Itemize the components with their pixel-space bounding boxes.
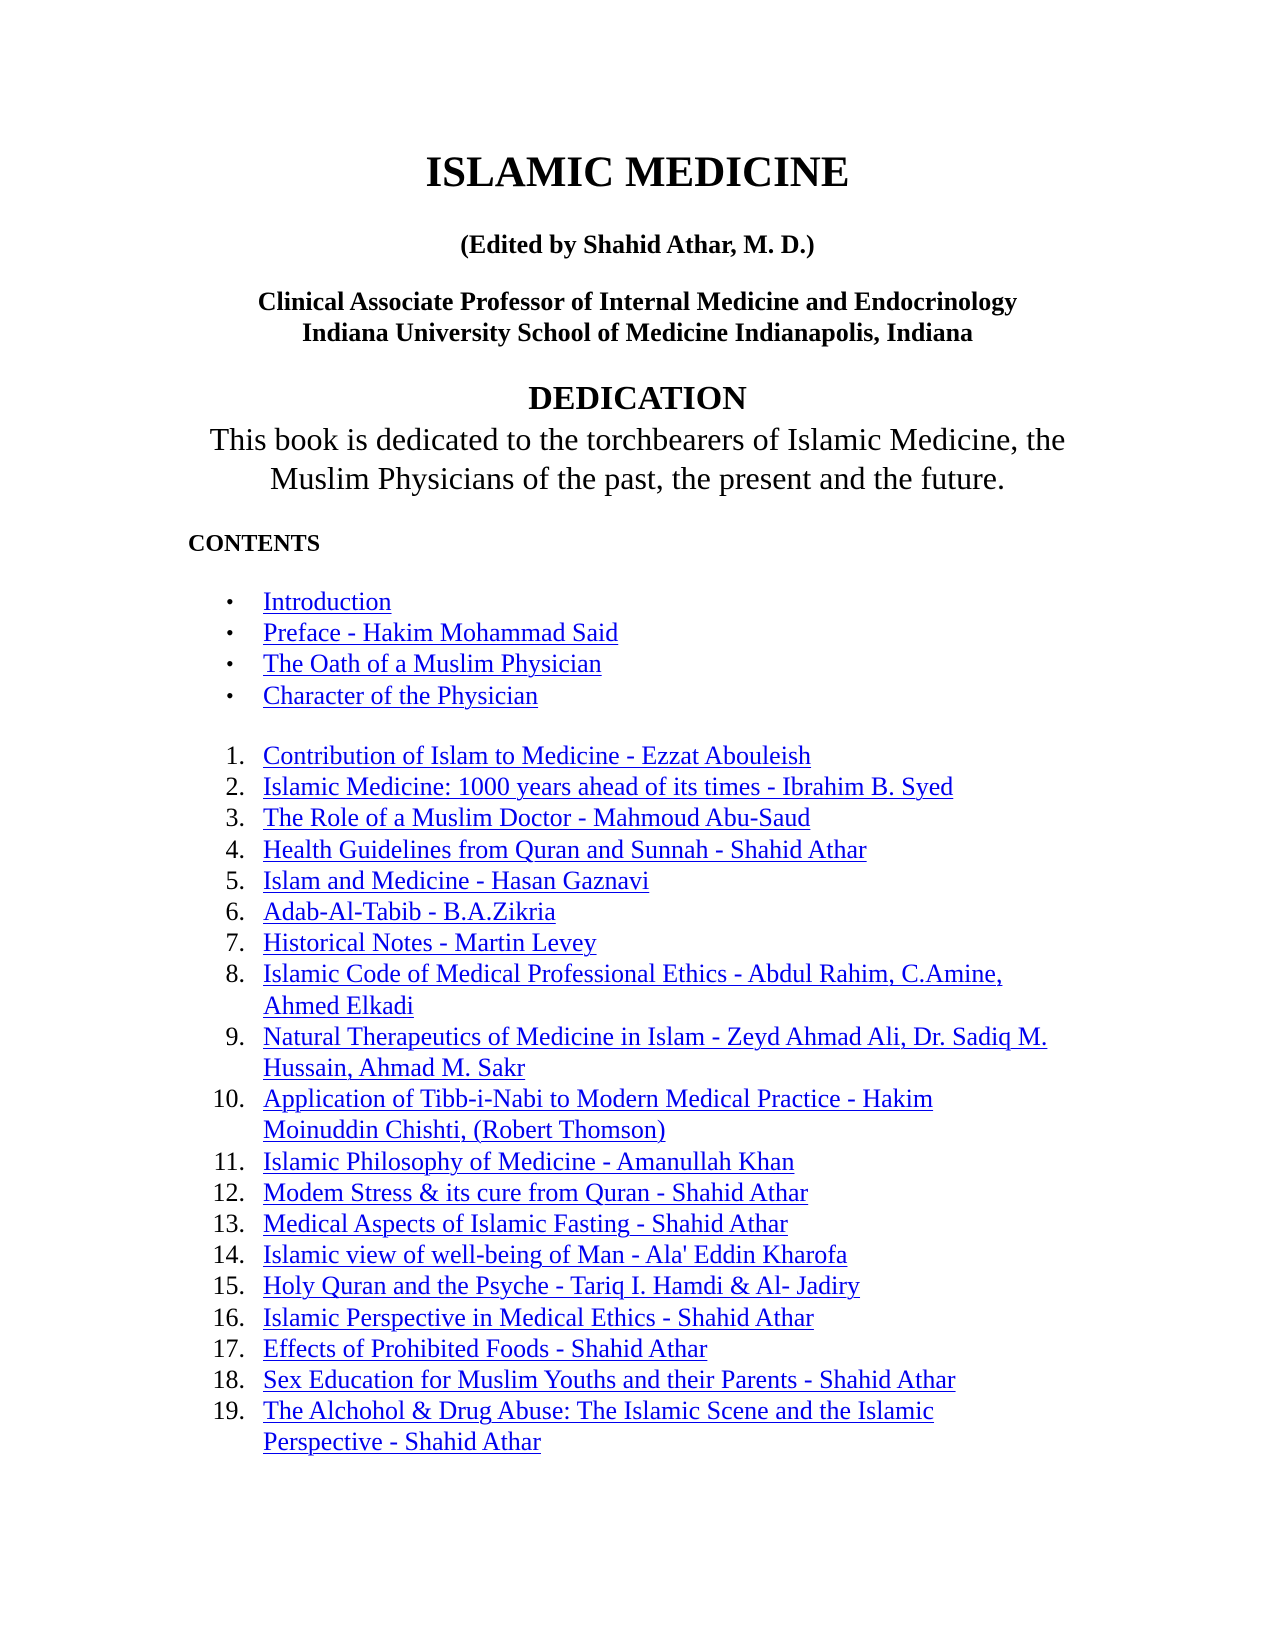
chapter-link-line: Natural Therapeutics of Medicine in Islam - Zeyd Ahmad Ali, Dr. Sadiq M. bbox=[263, 1021, 1048, 1051]
chapter-number: 4. bbox=[225, 834, 245, 864]
chapter-link-line: Holy Quran and the Psyche - Tariq I. Hamdi & Al- Jadiry bbox=[263, 1271, 861, 1301]
chapter-link[interactable] bbox=[263, 1146, 1275, 1177]
chapter-link[interactable] bbox=[263, 896, 1275, 927]
chapter-link-line: Modem Stress & its cure from Quran - Shahid Athar bbox=[263, 1177, 809, 1207]
contents-link[interactable]: Character of the Physician bbox=[263, 680, 539, 710]
chapter-link-line: Islamic view of well-being of Man - Ala' Eddin Kharofa bbox=[263, 1240, 848, 1270]
chapter-number: 2. bbox=[225, 772, 245, 802]
contents-chapter-item bbox=[0, 896, 1275, 927]
chapter-link[interactable] bbox=[263, 1270, 1275, 1301]
chapter-number: 14. bbox=[212, 1240, 245, 1270]
chapter-link[interactable] bbox=[263, 1021, 1275, 1083]
editor-credit: (Edited by Shahid Athar, M. D.) bbox=[460, 230, 815, 259]
author-affiliation bbox=[0, 286, 1275, 348]
chapter-link-line: The Role of a Muslim Doctor - Mahmoud Abu-Saud bbox=[263, 803, 811, 833]
contents-bullet-item bbox=[0, 680, 1275, 711]
chapter-number: 8. bbox=[225, 959, 245, 989]
chapter-link-line: Islamic Medicine: 1000 years ahead of its times - Ibrahim B. Syed bbox=[263, 772, 954, 802]
contents-chapter-item bbox=[0, 802, 1275, 833]
contents-chapter-item bbox=[0, 1395, 1275, 1457]
contents-chapter-item bbox=[0, 865, 1275, 896]
chapter-number: 15. bbox=[212, 1271, 245, 1301]
chapter-link-line: Moinuddin Chishti, (Robert Thomson) bbox=[263, 1115, 666, 1145]
contents-link[interactable]: Introduction bbox=[263, 587, 392, 616]
chapter-number: 18. bbox=[212, 1365, 245, 1395]
chapter-link-line: Adab-Al-Tabib - B.A.Zikria bbox=[263, 897, 556, 927]
chapter-link[interactable] bbox=[263, 927, 1275, 958]
chapter-link-line: Effects of Prohibited Foods - Shahid Athar bbox=[263, 1333, 708, 1363]
chapter-link[interactable] bbox=[263, 958, 1275, 1020]
chapter-link-line: Islamic Code of Medical Professional Ethics - Abdul Rahim, C.Amine, bbox=[263, 959, 1003, 989]
chapter-number: 10. bbox=[212, 1084, 245, 1114]
chapter-link[interactable] bbox=[263, 1083, 1275, 1145]
chapter-number: 7. bbox=[225, 928, 245, 958]
chapter-link-line: Health Guidelines from Quran and Sunnah - Shahid Athar bbox=[263, 834, 867, 864]
chapter-link[interactable] bbox=[263, 771, 1275, 802]
chapter-link[interactable] bbox=[263, 834, 1275, 865]
chapter-number: 11. bbox=[213, 1146, 245, 1176]
contents-chapter-item bbox=[0, 1208, 1275, 1239]
chapter-link[interactable] bbox=[263, 1239, 1275, 1270]
page-title: ISLAMIC MEDICINE bbox=[425, 149, 850, 196]
chapter-link[interactable] bbox=[263, 865, 1275, 896]
chapter-link-line: Contribution of Islam to Medicine - Ezzat Abouleish bbox=[263, 741, 812, 770]
chapter-link-line: Historical Notes - Martin Levey bbox=[263, 928, 597, 958]
chapter-link-line: Islamic Philosophy of Medicine - Amanullah Khan bbox=[263, 1146, 795, 1176]
chapter-link[interactable] bbox=[263, 1395, 1275, 1457]
dedication-line-1: This book is dedicated to the torchbearers of Islamic Medicine, the bbox=[209, 421, 1066, 457]
contents-link[interactable]: Preface - Hakim Mohammad Said bbox=[263, 618, 619, 648]
contents-chapter-item bbox=[0, 771, 1275, 802]
chapter-link-line: Perspective - Shahid Athar bbox=[263, 1427, 541, 1457]
chapter-number: 3. bbox=[225, 803, 245, 833]
contents-chapter-list bbox=[0, 740, 1275, 1458]
contents-chapter-item bbox=[0, 740, 1275, 771]
affiliation-line-2: Indiana University School of Medicine Indianapolis, Indiana bbox=[301, 318, 974, 347]
dedication-line-2: Muslim Physicians of the past, the present and the future. bbox=[270, 460, 1005, 496]
chapter-link[interactable] bbox=[263, 1208, 1275, 1239]
chapter-link-line: Islam and Medicine - Hasan Gaznavi bbox=[263, 865, 650, 895]
chapter-link-line: The Alchohol & Drug Abuse: The Islamic Scene and the Islamic bbox=[263, 1396, 935, 1426]
chapter-number: 19. bbox=[212, 1396, 245, 1426]
contents-chapter-item bbox=[0, 1177, 1275, 1208]
chapter-link[interactable] bbox=[263, 1364, 1275, 1395]
contents-bullet-item bbox=[0, 586, 1275, 617]
chapter-link[interactable] bbox=[263, 1177, 1275, 1208]
contents-chapter-item bbox=[0, 958, 1275, 1020]
affiliation-line-1: Clinical Associate Professor of Internal Medicine and Endocrinology bbox=[257, 287, 1018, 316]
contents-chapter-item bbox=[0, 1333, 1275, 1364]
bullet-marker: • bbox=[226, 589, 234, 614]
contents-heading: CONTENTS bbox=[188, 531, 321, 557]
chapter-link-line: Ahmed Elkadi bbox=[263, 990, 414, 1020]
bullet-marker: • bbox=[226, 682, 234, 708]
chapter-link-line: Medical Aspects of Islamic Fasting - Shahid Athar bbox=[263, 1209, 788, 1239]
contents-chapter-item bbox=[0, 927, 1275, 958]
contents-link[interactable]: The Oath of a Muslim Physician bbox=[263, 649, 602, 679]
contents-chapter-item bbox=[0, 1270, 1275, 1301]
bullet-marker: • bbox=[226, 620, 234, 646]
chapter-number: 12. bbox=[212, 1177, 245, 1207]
chapter-number: 13. bbox=[212, 1209, 245, 1239]
contents-bullet-list bbox=[0, 586, 1275, 711]
chapter-link[interactable] bbox=[263, 802, 1275, 833]
contents-bullet-item bbox=[0, 648, 1275, 679]
dedication-heading: DEDICATION bbox=[528, 380, 747, 417]
chapter-link[interactable] bbox=[263, 1302, 1275, 1333]
chapter-link[interactable] bbox=[263, 740, 1275, 771]
contents-chapter-item bbox=[0, 1146, 1275, 1177]
dedication-text bbox=[0, 420, 1275, 498]
chapter-link[interactable] bbox=[263, 1333, 1275, 1364]
chapter-number: 1. bbox=[225, 741, 245, 770]
chapter-link-line: Sex Education for Muslim Youths and their Parents - Shahid Athar bbox=[263, 1365, 956, 1395]
contents-bullet-item bbox=[0, 617, 1275, 648]
chapter-number: 17. bbox=[212, 1333, 245, 1363]
chapter-number: 5. bbox=[225, 865, 245, 895]
chapter-number: 16. bbox=[212, 1302, 245, 1332]
contents-chapter-item bbox=[0, 834, 1275, 865]
contents-chapter-item bbox=[0, 1239, 1275, 1270]
contents-chapter-item bbox=[0, 1021, 1275, 1083]
bullet-marker: • bbox=[226, 651, 234, 677]
chapter-link-line: Hussain, Ahmad M. Sakr bbox=[263, 1053, 526, 1083]
contents-chapter-item bbox=[0, 1364, 1275, 1395]
chapter-number: 6. bbox=[225, 897, 245, 927]
chapter-number: 9. bbox=[225, 1021, 245, 1051]
contents-chapter-item bbox=[0, 1302, 1275, 1333]
chapter-link-line: Islamic Perspective in Medical Ethics - Shahid Athar bbox=[263, 1302, 814, 1332]
contents-chapter-item bbox=[0, 1083, 1275, 1145]
chapter-link-line: Application of Tibb-i-Nabi to Modern Medical Practice - Hakim bbox=[263, 1084, 934, 1114]
